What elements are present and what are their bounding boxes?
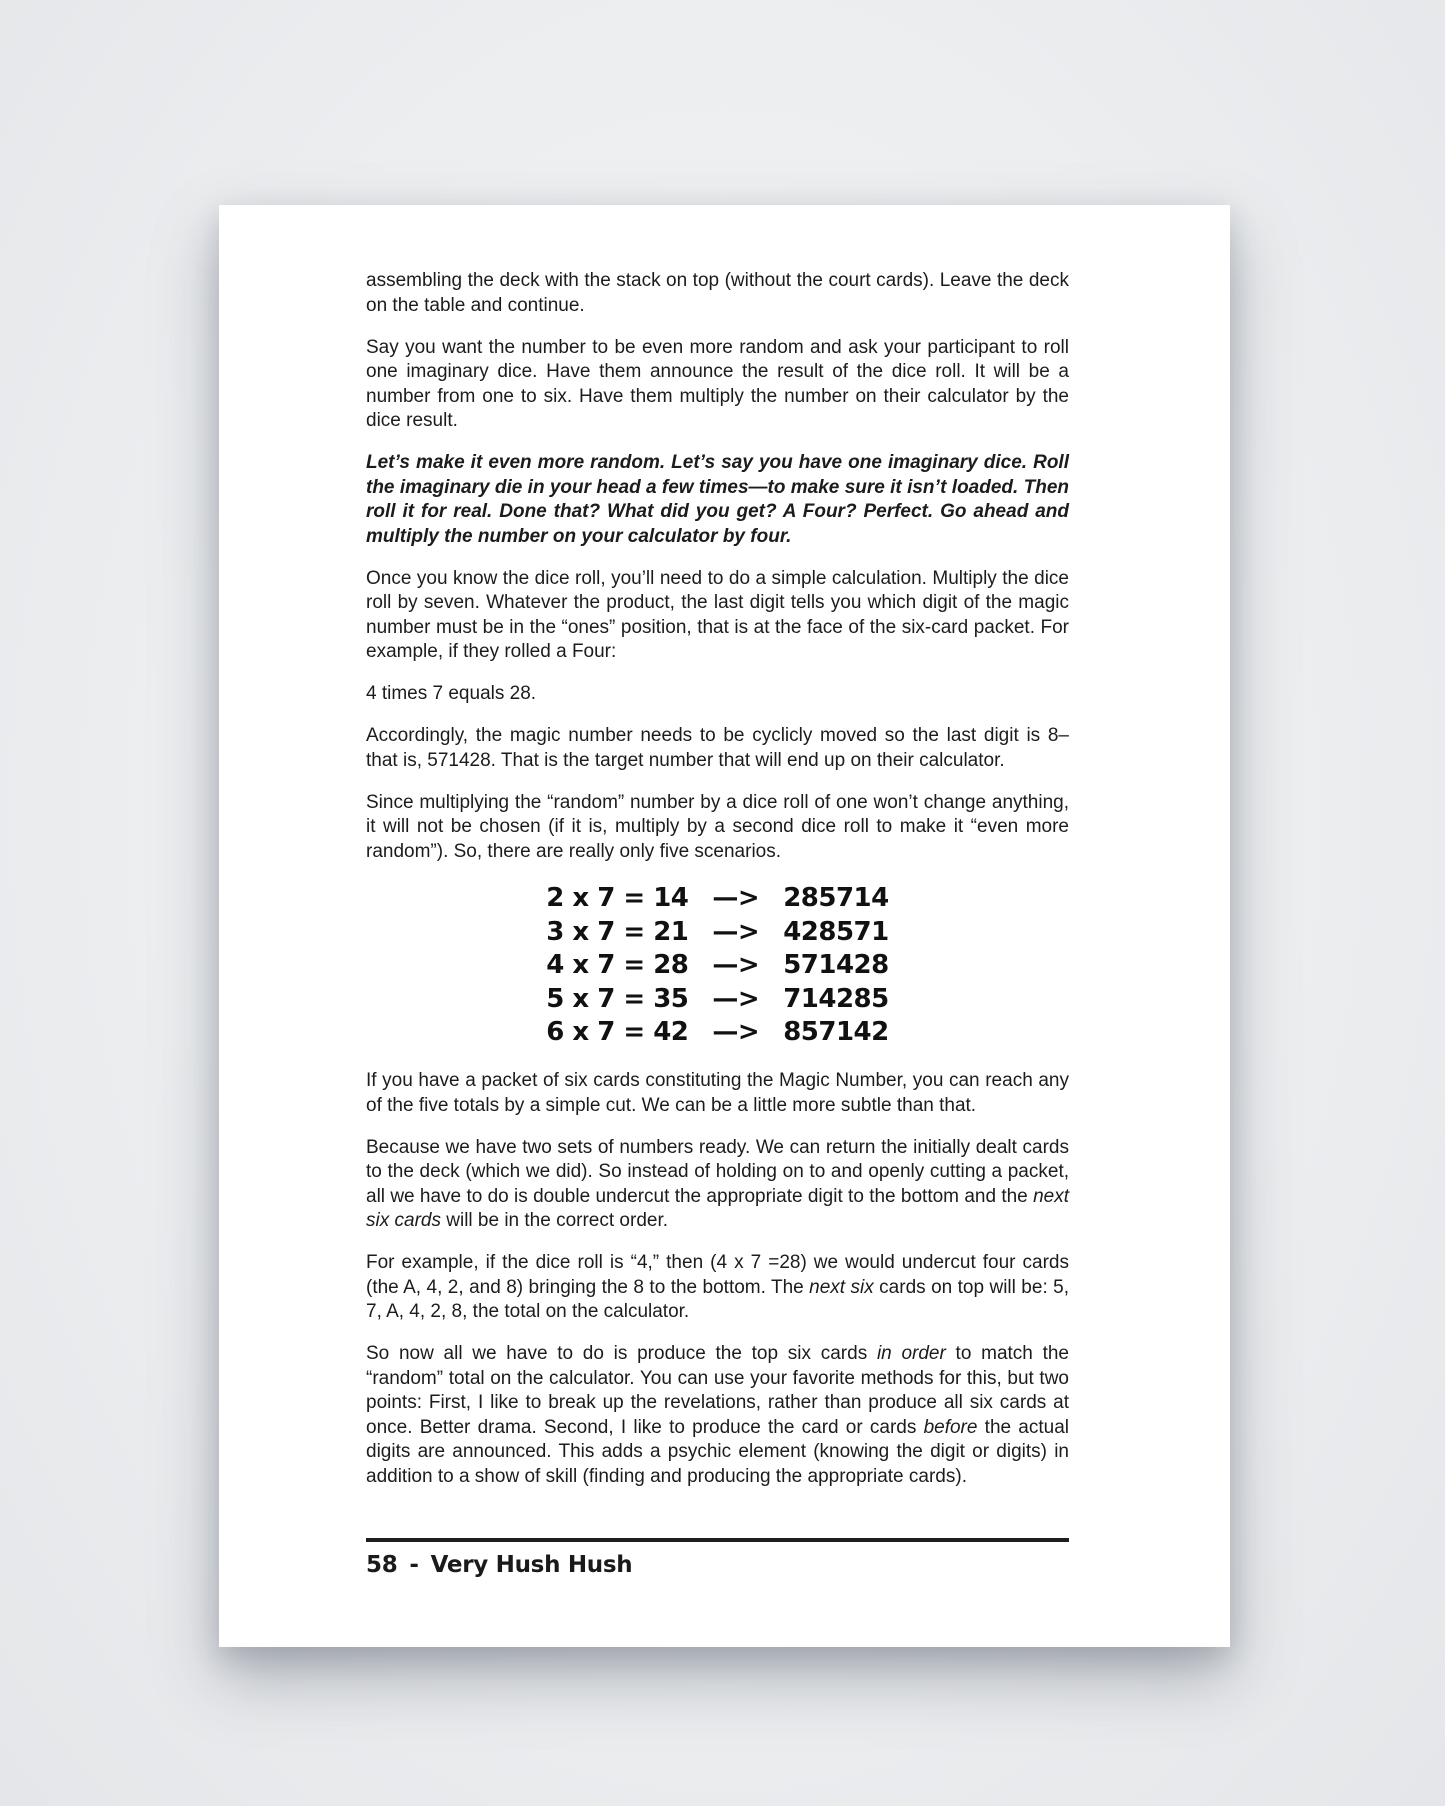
paragraph-1: assembling the deck with the stack on top (without the court cards). Leave the deck on the table and continue. <box>366 270 1069 316</box>
table-row <box>546 949 888 983</box>
equation: 6 x 7 = 42 <box>546 1017 689 1047</box>
paragraph-11 <box>366 1342 1069 1489</box>
arrow: —> <box>712 983 760 1014</box>
paragraph-4: Once you know the dice roll, you’ll need to do a simple calculation. Multiply the dice roll by seven. Whatever the product, the last digit tells you which digit of the magic number must be in the “ones” position, that is at the face of the six-card packet. For example, if they rolled a Four: <box>366 567 1069 662</box>
emphasis: next six <box>809 1276 874 1298</box>
result: 571428 <box>783 950 889 980</box>
arrow: —> <box>712 883 760 913</box>
equation: 2 x 7 = 14 <box>546 883 689 913</box>
table-row <box>546 915 888 949</box>
text-run: the actual digits are announced. This adds a psychic element (knowing the digit or digits) in addition to a show of skill (finding and producing the appropriate cards). <box>366 1416 1069 1487</box>
book-page <box>219 205 1230 1647</box>
emphasis: in order <box>876 1343 946 1364</box>
table-row <box>546 1016 888 1050</box>
paragraph-10 <box>366 1251 1069 1325</box>
equation: 5 x 7 = 35 <box>546 983 689 1014</box>
paragraph-6: Accordingly, the magic number needs to be cyclicly moved so the last digit is 8– that is, 571428. That is the target number that will end up on their calculator. <box>366 725 1069 771</box>
table-row <box>546 982 888 1016</box>
page-number: 58 <box>366 1552 398 1578</box>
table-row <box>546 882 888 916</box>
paragraph-2: Say you want the number to be even more random and ask your participant to roll one imaginary dice. Have them announce the result of the dice roll. It will be a number from one to six. Have them multiply the number on their calculator by the dice result. <box>366 336 1069 431</box>
emphasis: next six cards <box>366 1185 1069 1231</box>
equation: 3 x 7 = 21 <box>546 916 689 947</box>
paragraph-9 <box>366 1136 1069 1234</box>
result: 428571 <box>783 916 889 947</box>
scenario-table <box>546 882 888 1050</box>
arrow: —> <box>712 916 760 947</box>
page-footer <box>366 1552 632 1578</box>
text-run: So now all we have to do is produce the top six cards <box>366 1343 877 1364</box>
result: 714285 <box>783 983 889 1014</box>
text-run: For example, if the dice roll is “4,” then (4 x 7 =28) we would undercut four cards (the A, 4, 2, and 8) bringing the 8 to the bottom. The <box>366 1252 1069 1298</box>
text-run: will be in the correct order. <box>440 1210 669 1231</box>
text-run: Because we have two sets of numbers ready. We can return the initially dealt cards to the deck (which we did). So instead of holding on to and openly cutting a packet, all we have to do is double undercut the appropriate digit to the bottom and the <box>366 1136 1069 1207</box>
result: 857142 <box>783 1017 889 1047</box>
book-title: Very Hush Hush <box>430 1552 633 1578</box>
paragraph-5: 4 times 7 equals 28. <box>366 683 537 704</box>
text-run: to match the “random” total on the calculator. You can use your favorite methods for this, but two points: First, I like to break up the revelations, rather than produce all six cards at once. Better drama. Second, I like to produce the card or cards <box>366 1343 1069 1438</box>
arrow: —> <box>712 950 760 980</box>
footer-rule <box>366 1538 1069 1542</box>
emphasis: before <box>923 1416 978 1438</box>
page-content <box>366 269 1069 1507</box>
paragraph-7: Since multiplying the “random” number by a dice roll of one won’t change anything, it will not be chosen (if it is, multiply by a second dice roll to make it “even more random”). So, there are really only five scenarios. <box>366 791 1069 862</box>
arrow: —> <box>712 1017 760 1047</box>
text-run: cards on top will be: 5, 7, A, 4, 2, 8, the total on the calculator. <box>366 1276 1070 1322</box>
footer-separator: - <box>409 1552 419 1578</box>
result: 285714 <box>783 883 889 913</box>
patter-paragraph: Let’s make it even more random. Let’s say you have one imaginary dice. Roll the imaginary die in your head a few times—to make sure it isn’t loaded. Then roll it for real. Done that? What did you get? A Four? Perfect. Go ahead and multiply the number on your calculator by four. <box>366 452 1069 547</box>
equation: 4 x 7 = 28 <box>546 950 689 980</box>
paragraph-8: If you have a packet of six cards constituting the Magic Number, you can reach any of the five totals by a simple cut. We can be a little more subtle than that. <box>366 1070 1069 1116</box>
